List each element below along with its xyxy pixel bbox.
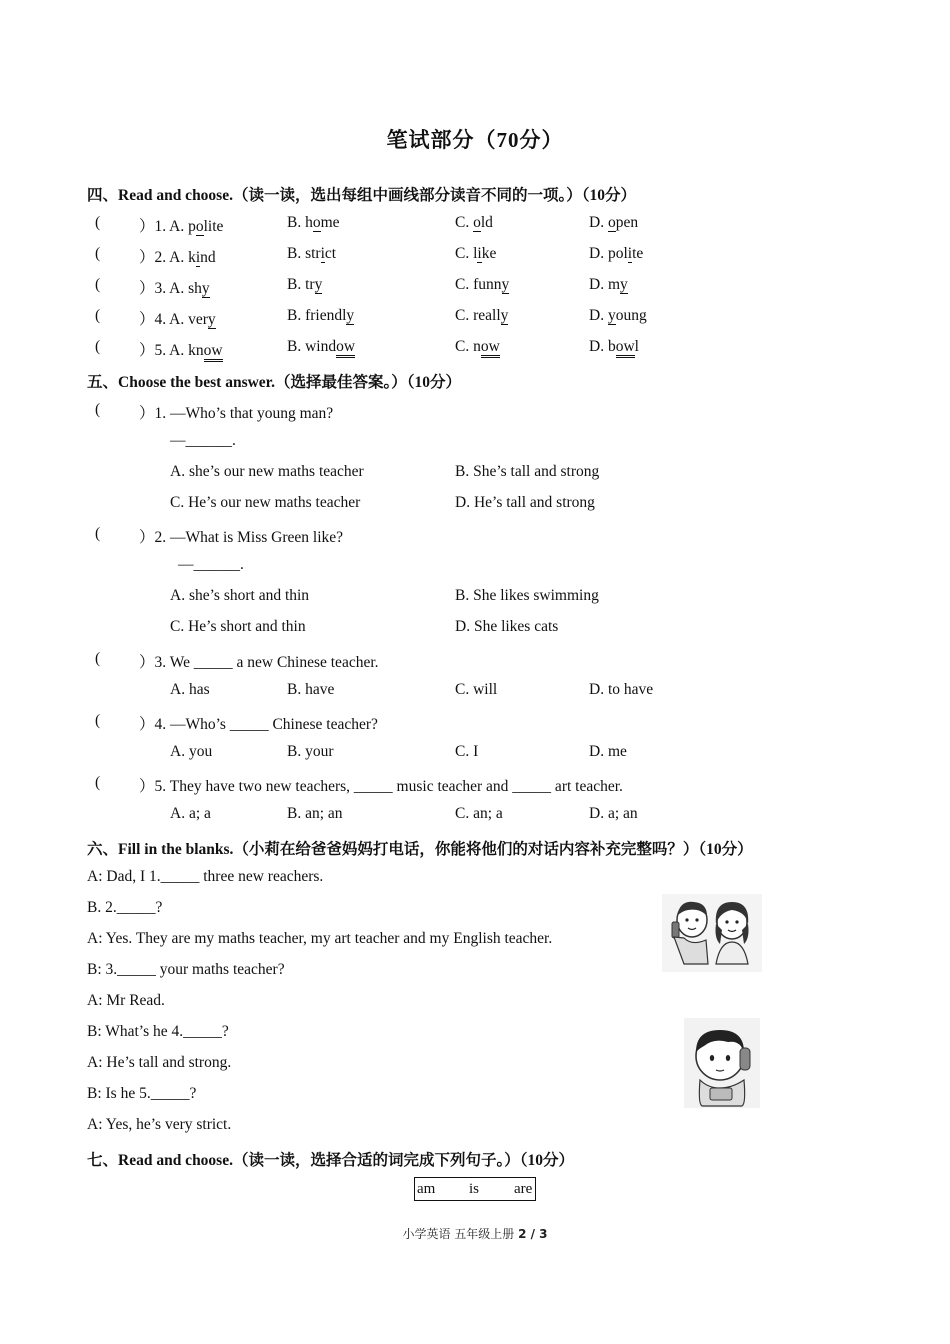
dialogue-line: A: Mr Read.: [87, 992, 165, 1009]
option-c: C. really: [455, 307, 509, 324]
question-text: ）1. —Who’s that young man?: [139, 405, 334, 422]
question-text: ）4. —Who’s _____ Chinese teacher?: [139, 716, 378, 733]
option-a: ）5. A. know: [139, 338, 223, 360]
option-a: A. a; a: [170, 805, 211, 822]
page-title: 笔试部分（70分）: [386, 128, 564, 152]
option-a: ）4. A. very: [139, 311, 216, 328]
footer-text: 小学英语 五年级上册: [402, 1227, 519, 1241]
dialogue-line: A: Dad, I 1._____ three new reachers.: [87, 868, 324, 885]
section-7-heading: 七、Read and choose.（读一读，选择合适的词完成下列句子。）（10分）: [87, 1152, 574, 1169]
option-b: B. have: [287, 681, 335, 698]
option-d: D. to have: [589, 681, 654, 698]
dialogue-line: A: He’s tall and strong.: [87, 1054, 232, 1071]
option-b: B. She likes swimming: [455, 587, 599, 604]
option-c: C. old: [455, 214, 493, 231]
section-6-heading: 六、Fill in the blanks.（小莉在给爸爸妈妈打电话，你能将他们的对话内容补充完整吗？）（10分）: [87, 841, 753, 858]
page-number: 2 / 3: [518, 1227, 548, 1241]
option-b: B. try: [287, 276, 323, 293]
option-d: D. me: [589, 743, 627, 760]
option-a: A. she’s short and thin: [170, 587, 310, 604]
parents-on-phone-illustration: [662, 894, 762, 972]
option-c: C. like: [455, 245, 497, 262]
answer-paren: (: [95, 214, 101, 231]
option-d: D. She likes cats: [455, 618, 559, 635]
option-b: B. friendly: [287, 307, 355, 324]
answer-paren: (: [95, 276, 101, 293]
option-d: D. bowl: [589, 338, 639, 356]
section-4-heading: 四、Read and choose.（读一读，选出每组中画线部分读音不同的一项。）（10分）: [87, 187, 636, 204]
option-d: D. my: [589, 276, 628, 293]
page-footer: [0, 1225, 950, 1242]
option-a: ）1. A. polite: [139, 218, 224, 235]
option-b: B. She’s tall and strong: [455, 463, 600, 480]
answer-paren: (: [95, 712, 101, 729]
answer-paren: (: [95, 774, 101, 791]
word-bank-item: am: [417, 1181, 436, 1197]
option-a: ）2. A. kind: [139, 249, 216, 266]
option-d: D. He’s tall and strong: [455, 494, 595, 511]
answer-paren: (: [95, 307, 101, 324]
option-a: A. she’s our new maths teacher: [170, 463, 364, 480]
dialogue-line: B: What’s he 4._____?: [87, 1023, 229, 1040]
option-b: B. home: [287, 214, 340, 231]
section-5-heading: 五、Choose the best answer.（选择最佳答案。）（10分）: [87, 374, 462, 391]
option-c: C. now: [455, 338, 500, 356]
option-a: A. has: [170, 681, 210, 698]
option-c: C. will: [455, 681, 498, 698]
dialogue-line: B: Is he 5._____?: [87, 1085, 197, 1102]
option-d: D. open: [589, 214, 639, 231]
option-c: C. He’s our new maths teacher: [170, 494, 361, 511]
dialogue-line: B. 2._____?: [87, 899, 163, 916]
answer-paren: (: [95, 525, 101, 542]
option-b: B. window: [287, 338, 355, 356]
question-text: ）5. They have two new teachers, _____ music teacher and _____ art teacher.: [139, 778, 623, 795]
dialogue-line: B: 3._____ your maths teacher?: [87, 961, 285, 978]
answer-paren: (: [95, 650, 101, 667]
word-bank-box: [414, 1177, 536, 1201]
option-c: C. I: [455, 743, 479, 760]
answer-paren: (: [95, 338, 101, 355]
answer-paren: (: [95, 245, 101, 262]
answer-blank: —______.: [178, 556, 244, 573]
option-b: B. strict: [287, 245, 337, 262]
option-c: C. He’s short and thin: [170, 618, 306, 635]
option-d: D. young: [589, 307, 647, 324]
option-d: D. a; an: [589, 805, 638, 822]
option-a: ）3. A. shy: [139, 280, 210, 297]
question-text: ）3. We _____ a new Chinese teacher.: [139, 654, 379, 671]
option-c: C. an; a: [455, 805, 503, 822]
option-c: C. funny: [455, 276, 510, 293]
question-text: ）2. —What is Miss Green like?: [139, 529, 344, 546]
child-on-phone-illustration: [684, 1018, 760, 1108]
word-bank-item: is: [469, 1181, 480, 1197]
option-b: B. your: [287, 743, 334, 760]
answer-paren: (: [95, 401, 101, 418]
dialogue-line: A: Yes. They are my maths teacher, my art teacher and my English teacher.: [87, 930, 553, 947]
word-bank-item: are: [514, 1181, 533, 1197]
option-b: B. an; an: [287, 805, 343, 822]
dialogue-line: A: Yes, he’s very strict.: [87, 1116, 232, 1133]
answer-blank: —______.: [170, 432, 236, 449]
option-d: D. polite: [589, 245, 644, 262]
option-a: A. you: [170, 743, 213, 760]
